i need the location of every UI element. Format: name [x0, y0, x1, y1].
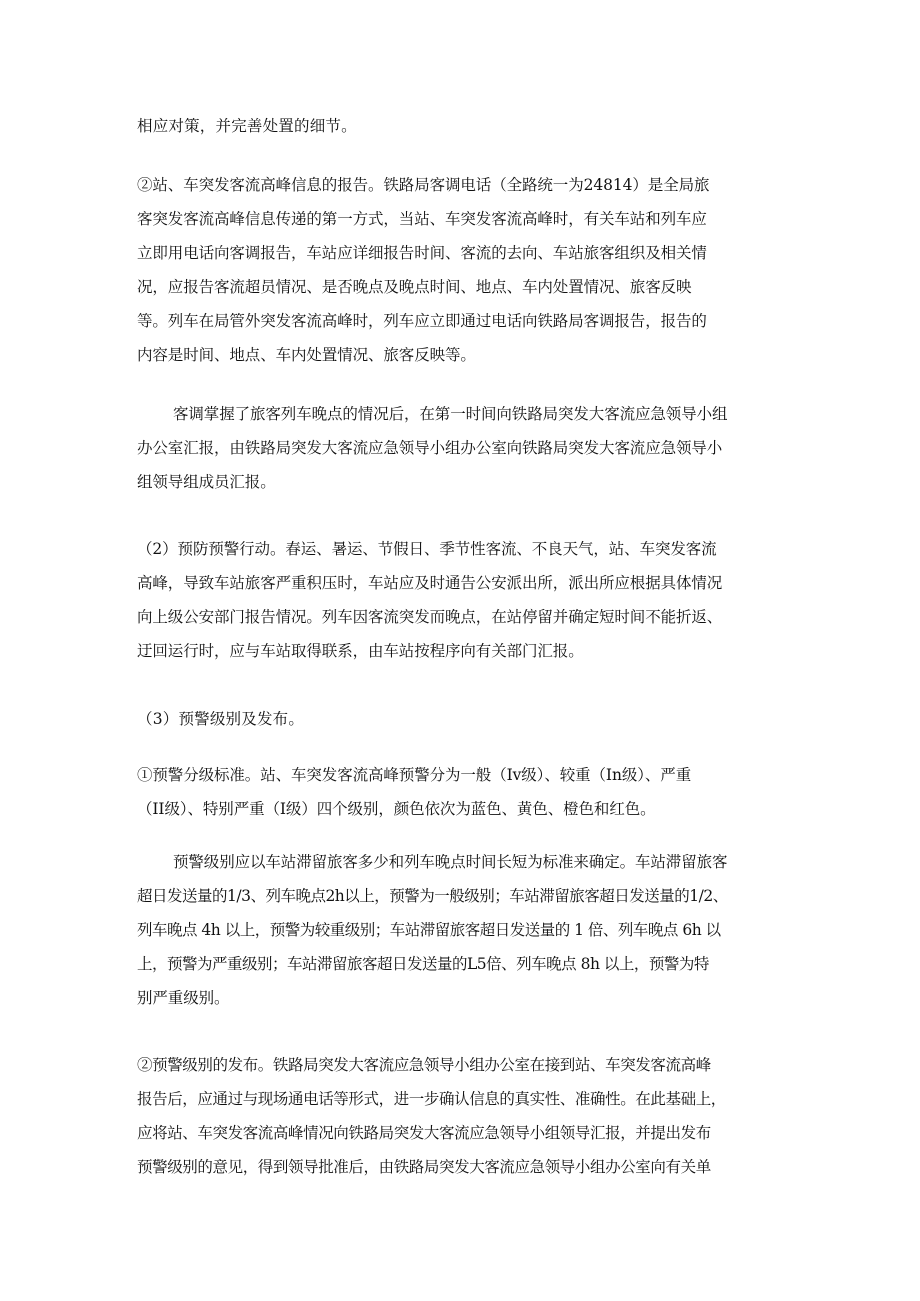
text-line: 报告后，应通过与现场通电话等形式，进一步确认信息的真实性、准确性。在此基础上， — [137, 1090, 726, 1108]
text-line: 迂回运行时，应与车站取得联系，由车站按程序向有关部门汇报。 — [137, 642, 584, 660]
paragraph-5 — [137, 702, 797, 736]
text-line: 立即用电话向客调报告，车站应详细报告时间、客流的去向、车站旅客组织及相关情 — [137, 244, 707, 262]
text-line: ②预警级别的发布。铁路局突发大客流应急领导小组办公室在接到站、车突发客流高峰 — [137, 1056, 711, 1074]
text-line: 别严重级别。 — [137, 989, 230, 1007]
text-line: 预警级别的意见，得到领导批准后，由铁路局突发大客流应急领导小组办公室向有关单 — [137, 1158, 711, 1176]
text-line: 列车晚点 4h 以上，预警为较重级别；车站滞留旅客超日发送量的 1 倍、列车晚点 6h 以 — [137, 921, 721, 939]
text-line: 相应对策，并完善处置的细节。 — [137, 117, 357, 135]
paragraph-6 — [137, 758, 797, 826]
text-line: 超日发送量的1/3、列车晚点2h以上，预警为一般级别；车站滞留旅客超日发送量的1/2、 — [137, 887, 728, 905]
text-line: 组领导组成员汇报。 — [137, 473, 276, 491]
text-line: 等。列车在局管外突发客流高峰时，列车应立即通过电话向铁路局客调报告，报告的 — [137, 312, 707, 330]
text-line: 预警级别应以车站滞留旅客多少和列车晚点时间长短为标准来确定。车站滞留旅客 — [173, 853, 728, 871]
text-line: 客突发客流高峰信息传递的第一方式，当站、车突发客流高峰时，有关车站和列车应 — [137, 210, 707, 228]
text-line: 客调掌握了旅客列车晚点的情况后，在第一时间向铁路局突发大客流应急领导小组 — [173, 405, 728, 423]
text-line: 办公室汇报，由铁路局突发大客流应急领导小组办公室向铁路局突发大客流应急领导小 — [137, 439, 723, 457]
text-line: （2）预防预警行动。春运、暑运、节假日、季节性客流、不良天气，站、车突发客流 — [137, 540, 717, 558]
paragraph-1 — [137, 109, 797, 143]
text-line: （II级）、特别严重（I级）四个级别，颜色依次为蓝色、黄色、橙色和红色。 — [137, 800, 656, 818]
text-line: 应将站、车突发客流高峰情况向铁路局突发大客流应急领导小组领导汇报，并提出发布 — [137, 1124, 711, 1142]
paragraph-8 — [137, 1048, 797, 1184]
text-line: 高峰，导致车站旅客严重积压时，车站应及时通告公安派出所，派出所应根据具体情况 — [137, 574, 723, 592]
text-line: ①预警分级标准。站、车突发客流高峰预警分为一般（Iv级）、较重（In级）、严重 — [137, 766, 692, 784]
text-line: 上，预警为严重级别；车站滞留旅客超日发送量的L5倍、列车晚点 8h 以上，预警为特 — [137, 955, 709, 973]
text-line: 内容是时间、地点、车内处置情况、旅客反映等。 — [137, 346, 476, 364]
paragraph-7 — [137, 845, 797, 1015]
text-line: 况，应报告客流超员情况、是否晚点及晚点时间、地点、车内处置情况、旅客反映 — [137, 278, 692, 296]
text-line: （3）预警级别及发布。 — [137, 710, 305, 728]
paragraph-3 — [137, 397, 797, 499]
paragraph-2 — [137, 168, 797, 372]
paragraph-4 — [137, 532, 797, 668]
text-line: ②站、车突发客流高峰信息的报告。铁路局客调电话（全路统一为24814）是全局旅 — [137, 176, 710, 194]
text-line: 向上级公安部门报告情况。列车因客流突发而晚点，在站停留并确定短时间不能折返、 — [137, 608, 723, 626]
